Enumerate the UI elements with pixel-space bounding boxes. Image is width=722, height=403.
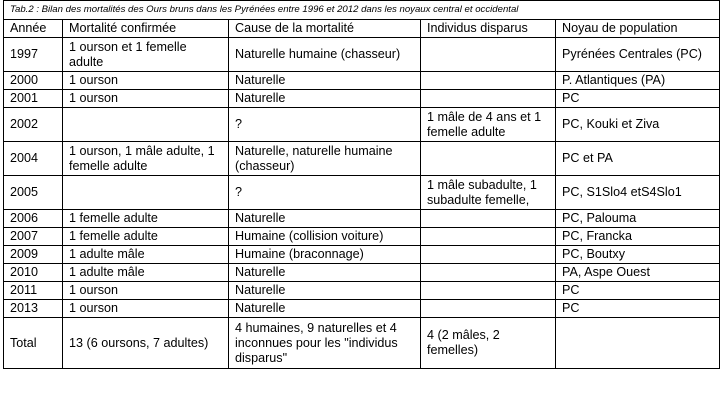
- table-row: [4, 246, 720, 264]
- table-row: [4, 38, 720, 72]
- mortality-table: [3, 0, 720, 369]
- cell-annee: 2000: [4, 72, 63, 90]
- cell-disparus: [421, 264, 556, 282]
- cell-cause: ?: [229, 108, 421, 142]
- cell-noyau: PC, Boutxy: [556, 246, 720, 264]
- cell-cause: Naturelle: [229, 264, 421, 282]
- total-disparus: 4 (2 mâles, 2 femelles): [421, 318, 556, 369]
- cell-mortalite: 1 ourson: [63, 72, 229, 90]
- cell-disparus: [421, 90, 556, 108]
- cell-mortalite: 1 femelle adulte: [63, 228, 229, 246]
- cell-noyau: PC, Francka: [556, 228, 720, 246]
- cell-cause: Naturelle: [229, 90, 421, 108]
- cell-mortalite: 1 adulte mâle: [63, 246, 229, 264]
- cell-noyau: PC, Kouki et Ziva: [556, 108, 720, 142]
- total-annee: Total: [4, 318, 63, 369]
- header-row: [4, 20, 720, 38]
- caption-row: [4, 1, 720, 20]
- header-noyau: Noyau de population: [556, 20, 720, 38]
- cell-noyau: Pyrénées Centrales (PC): [556, 38, 720, 72]
- cell-mortalite: 1 ourson: [63, 90, 229, 108]
- header-disparus: Individus disparus: [421, 20, 556, 38]
- cell-annee: 2007: [4, 228, 63, 246]
- cell-noyau: PC, S1Slo4 etS4Slo1: [556, 176, 720, 210]
- cell-disparus: [421, 246, 556, 264]
- cell-annee: 2001: [4, 90, 63, 108]
- cell-cause: Naturelle humaine (chasseur): [229, 38, 421, 72]
- cell-annee: 2002: [4, 108, 63, 142]
- cell-disparus: [421, 72, 556, 90]
- table-caption: Tab.2 : Bilan des mortalités des Ours bruns dans les Pyrénées entre 1996 et 2012 dans les noyaux central et occidental: [4, 1, 720, 20]
- table-row: [4, 90, 720, 108]
- cell-noyau: PC et PA: [556, 142, 720, 176]
- cell-mortalite: 1 ourson et 1 femelle adulte: [63, 38, 229, 72]
- cell-mortalite: 1 adulte mâle: [63, 264, 229, 282]
- cell-noyau: PC, Palouma: [556, 210, 720, 228]
- header-mortalite: Mortalité confirmée: [63, 20, 229, 38]
- cell-disparus: [421, 300, 556, 318]
- cell-cause: Humaine (braconnage): [229, 246, 421, 264]
- cell-disparus: [421, 38, 556, 72]
- table-row: [4, 282, 720, 300]
- table-row: [4, 228, 720, 246]
- table-row: [4, 300, 720, 318]
- cell-noyau: PA, Aspe Ouest: [556, 264, 720, 282]
- table-row: [4, 72, 720, 90]
- total-row: [4, 318, 720, 369]
- cell-disparus: 1 mâle de 4 ans et 1 femelle adulte: [421, 108, 556, 142]
- cell-noyau: PC: [556, 90, 720, 108]
- total-mortalite: 13 (6 oursons, 7 adultes): [63, 318, 229, 369]
- cell-disparus: [421, 282, 556, 300]
- table-row: [4, 142, 720, 176]
- cell-noyau: P. Atlantiques (PA): [556, 72, 720, 90]
- table-row: [4, 176, 720, 210]
- cell-cause: Naturelle: [229, 300, 421, 318]
- cell-noyau: PC: [556, 300, 720, 318]
- cell-annee: 2005: [4, 176, 63, 210]
- cell-noyau: PC: [556, 282, 720, 300]
- cell-disparus: 1 mâle subadulte, 1 subadulte femelle,: [421, 176, 556, 210]
- header-cause: Cause de la mortalité: [229, 20, 421, 38]
- cell-cause: Humaine (collision voiture): [229, 228, 421, 246]
- cell-mortalite: 1 ourson: [63, 282, 229, 300]
- cell-mortalite: 1 femelle adulte: [63, 210, 229, 228]
- cell-cause: Naturelle, naturelle humaine (chasseur): [229, 142, 421, 176]
- cell-mortalite: 1 ourson, 1 mâle adulte, 1 femelle adulte: [63, 142, 229, 176]
- table-row: [4, 108, 720, 142]
- cell-annee: 2004: [4, 142, 63, 176]
- cell-cause: ?: [229, 176, 421, 210]
- cell-mortalite: [63, 108, 229, 142]
- cell-mortalite: [63, 176, 229, 210]
- table-row: [4, 264, 720, 282]
- cell-disparus: [421, 142, 556, 176]
- cell-annee: 2013: [4, 300, 63, 318]
- cell-annee: 2006: [4, 210, 63, 228]
- cell-cause: Naturelle: [229, 282, 421, 300]
- cell-annee: 2009: [4, 246, 63, 264]
- cell-annee: 2010: [4, 264, 63, 282]
- cell-disparus: [421, 210, 556, 228]
- table-row: [4, 210, 720, 228]
- cell-annee: 1997: [4, 38, 63, 72]
- total-cause: 4 humaines, 9 naturelles et 4 inconnues pour les "individus disparus": [229, 318, 421, 369]
- cell-mortalite: 1 ourson: [63, 300, 229, 318]
- cell-disparus: [421, 228, 556, 246]
- cell-cause: Naturelle: [229, 72, 421, 90]
- total-noyau: [556, 318, 720, 369]
- cell-annee: 2011: [4, 282, 63, 300]
- table-container: [3, 0, 719, 369]
- header-annee: Année: [4, 20, 63, 38]
- cell-cause: Naturelle: [229, 210, 421, 228]
